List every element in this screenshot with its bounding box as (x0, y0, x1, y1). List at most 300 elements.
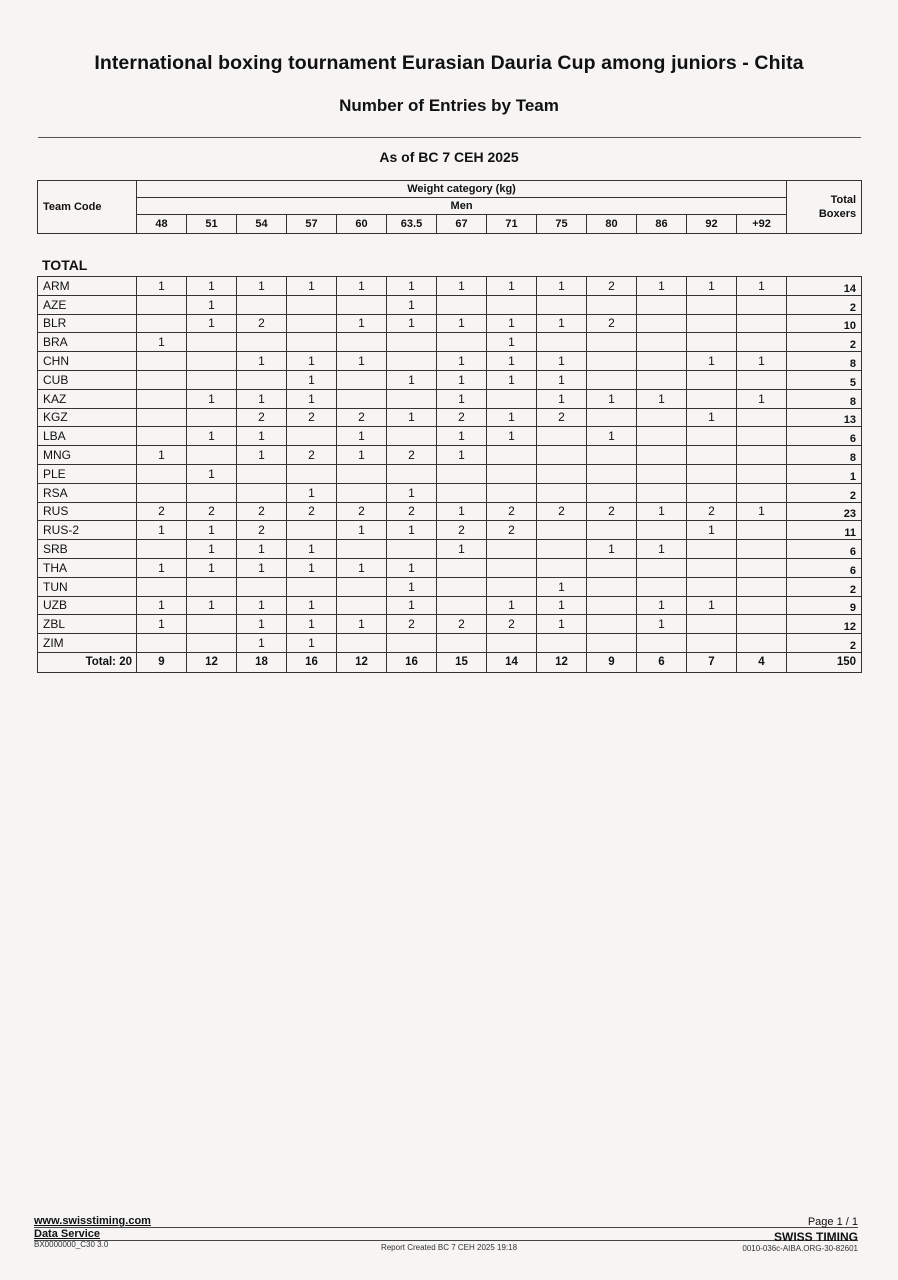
entry-cell: 1 (137, 333, 187, 352)
weight-total-cell: 18 (237, 652, 287, 672)
entry-cell (187, 352, 237, 371)
entry-cell: 1 (187, 277, 237, 296)
entry-cell (687, 464, 737, 483)
entry-cell (587, 352, 637, 371)
entry-cell (337, 483, 387, 502)
weight-header: 48 (137, 215, 187, 234)
entry-cell: 2 (337, 408, 387, 427)
entry-cell: 1 (137, 446, 187, 465)
table-row (38, 483, 862, 502)
team-code-cell: ZBL (38, 615, 137, 634)
entry-cell (587, 408, 637, 427)
entry-cell: 1 (437, 352, 487, 371)
entry-cell: 2 (537, 408, 587, 427)
entry-cell (287, 577, 337, 596)
entry-cell: 1 (487, 314, 537, 333)
team-total-cell: 1 (787, 464, 862, 483)
entry-cell (437, 333, 487, 352)
header-divider (38, 137, 861, 138)
entry-cell: 1 (337, 615, 387, 634)
entry-cell (637, 558, 687, 577)
entry-cell: 2 (487, 502, 537, 521)
table-row (38, 540, 862, 559)
team-code-cell: AZE (38, 295, 137, 314)
entry-cell: 1 (687, 352, 737, 371)
entry-cell: 1 (437, 389, 487, 408)
entry-cell (537, 464, 587, 483)
entry-cell (687, 389, 737, 408)
entry-cell (737, 558, 787, 577)
entry-cell: 2 (437, 615, 487, 634)
footer-right (742, 1216, 858, 1253)
entry-cell (537, 634, 587, 653)
entry-cell: 2 (487, 615, 537, 634)
entry-cell: 1 (237, 540, 287, 559)
header-table (37, 180, 862, 234)
right-code: 0010-036c-AIBA.ORG-30-82601 (742, 1244, 858, 1253)
table-row (38, 521, 862, 540)
entry-cell (387, 540, 437, 559)
entry-cell (287, 333, 337, 352)
entry-cell: 2 (537, 502, 587, 521)
total-boxers-header (787, 181, 862, 234)
entry-cell: 2 (437, 408, 487, 427)
entry-cell: 1 (537, 277, 587, 296)
entry-cell: 1 (287, 540, 337, 559)
entry-cell: 1 (137, 615, 187, 634)
entry-cell (737, 521, 787, 540)
entry-cell: 1 (537, 615, 587, 634)
entry-cell (287, 295, 337, 314)
entry-cell: 1 (187, 314, 237, 333)
entry-cell (387, 464, 437, 483)
entry-cell (637, 446, 687, 465)
entry-cell: 1 (437, 427, 487, 446)
entry-cell (187, 577, 237, 596)
entry-cell (587, 483, 637, 502)
entry-cell: 1 (437, 540, 487, 559)
entry-cell (587, 615, 637, 634)
entry-cell (137, 634, 187, 653)
entry-cell: 1 (487, 408, 537, 427)
entry-cell: 1 (687, 596, 737, 615)
entry-cell: 1 (637, 389, 687, 408)
entry-cell: 1 (137, 558, 187, 577)
entry-cell (687, 314, 737, 333)
entry-cell (487, 634, 537, 653)
table-row (38, 446, 862, 465)
team-total-cell: 11 (787, 521, 862, 540)
entry-cell (637, 408, 687, 427)
team-code-cell: CUB (38, 370, 137, 389)
weight-header: 60 (337, 215, 387, 234)
entry-cell: 2 (437, 521, 487, 540)
entry-cell (137, 352, 187, 371)
entry-cell: 2 (337, 502, 387, 521)
totals-label: Total: 20 (38, 652, 137, 672)
entry-cell: 1 (537, 389, 587, 408)
entry-cell (487, 483, 537, 502)
team-total-cell: 8 (787, 446, 862, 465)
report-created: Report Created BC 7 CEH 2025 19:18 (380, 1243, 518, 1252)
entry-cell: 1 (587, 389, 637, 408)
entry-cell: 2 (487, 521, 537, 540)
entry-cell (287, 427, 337, 446)
entry-cell (587, 333, 637, 352)
total-boxers-label-1: Total (830, 194, 857, 206)
entry-cell: 2 (187, 502, 237, 521)
entry-cell (337, 634, 387, 653)
table-row (38, 277, 862, 296)
entry-cell: 1 (187, 540, 237, 559)
team-code-cell: UZB (38, 596, 137, 615)
entry-cell (637, 521, 687, 540)
entry-cell: 2 (587, 277, 637, 296)
section-label: TOTAL (42, 257, 88, 273)
entry-cell (137, 464, 187, 483)
entry-cell (237, 333, 287, 352)
entry-cell: 1 (737, 389, 787, 408)
entry-cell: 1 (137, 277, 187, 296)
table-row (38, 333, 862, 352)
entry-cell (287, 314, 337, 333)
entry-cell (187, 615, 237, 634)
entry-cell (487, 540, 537, 559)
entry-cell: 1 (287, 634, 337, 653)
team-total-cell: 2 (787, 483, 862, 502)
team-code-cell: SRB (38, 540, 137, 559)
team-code-cell: LBA (38, 427, 137, 446)
entry-cell (687, 483, 737, 502)
weight-header: 75 (537, 215, 587, 234)
entry-cell (537, 540, 587, 559)
entry-cell: 1 (587, 427, 637, 446)
entry-cell (237, 370, 287, 389)
entry-cell (337, 295, 387, 314)
entry-cell: 2 (287, 446, 337, 465)
entry-cell (637, 464, 687, 483)
entry-cell: 1 (487, 333, 537, 352)
weight-header: 71 (487, 215, 537, 234)
entry-cell: 1 (637, 502, 687, 521)
data-service-label: Data Service (34, 1228, 101, 1240)
total-boxers-label-2: Boxers (818, 208, 857, 220)
entry-cell: 1 (237, 558, 287, 577)
team-code-cell: TUN (38, 577, 137, 596)
entry-cell (337, 464, 387, 483)
team-total-cell: 2 (787, 295, 862, 314)
entry-cell (437, 596, 487, 615)
team-code-cell: BRA (38, 333, 137, 352)
entry-cell: 1 (337, 446, 387, 465)
entry-cell (537, 427, 587, 446)
weight-total-cell: 9 (137, 652, 187, 672)
team-total-cell: 5 (787, 370, 862, 389)
entry-cell (737, 314, 787, 333)
weight-header: 86 (637, 215, 687, 234)
team-code-cell: KGZ (38, 408, 137, 427)
entry-cell: 2 (137, 502, 187, 521)
entry-cell (137, 427, 187, 446)
entry-cell (687, 540, 737, 559)
table-row (38, 314, 862, 333)
table-row (38, 464, 862, 483)
team-code-cell: RUS-2 (38, 521, 137, 540)
entry-cell (337, 389, 387, 408)
table-row (38, 634, 862, 653)
entry-cell (637, 427, 687, 446)
entry-cell (687, 427, 737, 446)
weight-total-cell: 14 (487, 652, 537, 672)
entry-cell (537, 521, 587, 540)
entry-cell (437, 634, 487, 653)
entry-cell: 1 (637, 596, 687, 615)
team-code-cell: ZIM (38, 634, 137, 653)
entry-cell: 1 (187, 521, 237, 540)
team-code-cell: KAZ (38, 389, 137, 408)
entry-cell (487, 577, 537, 596)
entry-cell (137, 295, 187, 314)
entry-cell: 1 (387, 558, 437, 577)
weight-total-cell: 6 (637, 652, 687, 672)
entry-cell (537, 483, 587, 502)
entry-cell (587, 577, 637, 596)
entry-cell (337, 577, 387, 596)
entry-cell: 1 (187, 427, 237, 446)
weight-header: 80 (587, 215, 637, 234)
entry-cell: 1 (337, 314, 387, 333)
entry-cell: 1 (287, 483, 337, 502)
entry-cell: 1 (187, 596, 237, 615)
entry-cell: 2 (687, 502, 737, 521)
entry-cell: 1 (487, 427, 537, 446)
team-total-cell: 13 (787, 408, 862, 427)
entry-cell (337, 370, 387, 389)
entry-cell: 1 (537, 352, 587, 371)
entry-cell: 1 (537, 596, 587, 615)
entry-cell: 1 (237, 427, 287, 446)
entry-cell (737, 427, 787, 446)
entry-cell: 1 (337, 521, 387, 540)
table-row (38, 408, 862, 427)
entry-cell (237, 483, 287, 502)
entry-cell: 1 (237, 634, 287, 653)
entry-cell: 1 (337, 352, 387, 371)
entry-cell: 1 (187, 389, 237, 408)
entry-cell (687, 558, 737, 577)
entry-cell: 1 (287, 596, 337, 615)
weight-total-cell: 16 (287, 652, 337, 672)
entry-cell: 2 (237, 408, 287, 427)
table-row (38, 352, 862, 371)
entry-cell: 1 (287, 370, 337, 389)
entry-cell: 1 (137, 521, 187, 540)
weight-total-cell: 7 (687, 652, 737, 672)
entry-cell: 1 (637, 540, 687, 559)
entry-cell (587, 634, 637, 653)
entry-cell: 1 (687, 408, 737, 427)
entry-cell (587, 295, 637, 314)
entry-cell (387, 352, 437, 371)
weight-header: 63.5 (387, 215, 437, 234)
as-of-date: As of BC 7 CEH 2025 (379, 149, 519, 165)
entry-cell (237, 577, 287, 596)
entry-cell (187, 333, 237, 352)
entry-cell: 1 (487, 277, 537, 296)
entry-cell (587, 596, 637, 615)
team-total-cell: 2 (787, 634, 862, 653)
team-total-cell: 12 (787, 615, 862, 634)
entry-cell: 1 (387, 408, 437, 427)
entry-cell (537, 558, 587, 577)
entry-cell: 2 (237, 314, 287, 333)
totals-row (38, 652, 862, 672)
entry-cell: 1 (387, 596, 437, 615)
entry-cell: 1 (437, 446, 487, 465)
entry-cell (437, 577, 487, 596)
entry-cell (737, 596, 787, 615)
entry-cell (737, 370, 787, 389)
entry-cell: 1 (537, 577, 587, 596)
entry-cell (737, 464, 787, 483)
team-code-cell: PLE (38, 464, 137, 483)
entry-cell (137, 370, 187, 389)
entry-cell (437, 464, 487, 483)
team-code-cell: MNG (38, 446, 137, 465)
team-total-cell: 6 (787, 427, 862, 446)
entry-cell: 1 (487, 596, 537, 615)
entry-cell (337, 540, 387, 559)
entry-cell: 1 (437, 277, 487, 296)
weight-header: 92 (687, 215, 737, 234)
weight-header: 57 (287, 215, 337, 234)
entry-cell (237, 295, 287, 314)
table-row (38, 370, 862, 389)
entry-cell (737, 483, 787, 502)
entry-cell: 2 (287, 408, 337, 427)
entry-cell: 1 (337, 427, 387, 446)
team-total-cell: 2 (787, 577, 862, 596)
left-code: BX0000000_C30 3.0 (34, 1240, 109, 1249)
report-title: International boxing tournament Eurasian Dauria Cup among juniors - Chita (94, 52, 804, 74)
entry-cell (637, 295, 687, 314)
footer-divider-2 (34, 1240, 858, 1241)
entry-cell: 1 (237, 615, 287, 634)
entry-cell: 1 (237, 596, 287, 615)
entry-cell: 1 (737, 277, 787, 296)
entry-cell: 1 (637, 277, 687, 296)
entry-cell: 1 (537, 370, 587, 389)
entry-cell: 2 (237, 502, 287, 521)
entry-cell (487, 446, 537, 465)
entry-cell (537, 333, 587, 352)
entry-cell (137, 577, 187, 596)
entry-cell (737, 295, 787, 314)
entry-cell (387, 634, 437, 653)
entry-cell: 1 (487, 352, 537, 371)
entry-cell: 1 (237, 277, 287, 296)
weight-total-cell: 12 (537, 652, 587, 672)
team-total-cell: 6 (787, 558, 862, 577)
weight-header: +92 (737, 215, 787, 234)
entry-cell (737, 540, 787, 559)
weight-header: 54 (237, 215, 287, 234)
entry-cell (737, 634, 787, 653)
entry-cell (687, 333, 737, 352)
entry-cell (687, 615, 737, 634)
team-total-cell: 2 (787, 333, 862, 352)
entry-cell: 1 (287, 558, 337, 577)
team-code-cell: CHN (38, 352, 137, 371)
entry-cell (287, 521, 337, 540)
report-subtitle: Number of Entries by Team (339, 96, 559, 115)
weight-total-cell: 9 (587, 652, 637, 672)
entry-cell: 1 (187, 464, 237, 483)
entry-cell (637, 370, 687, 389)
entry-cell (137, 483, 187, 502)
entry-cell (587, 521, 637, 540)
entries-table (37, 276, 862, 673)
team-total-cell: 8 (787, 389, 862, 408)
entry-cell: 1 (687, 521, 737, 540)
entry-cell (437, 483, 487, 502)
team-total-cell: 10 (787, 314, 862, 333)
entry-cell (687, 446, 737, 465)
entry-cell (487, 464, 537, 483)
entry-cell: 1 (387, 483, 437, 502)
entry-cell: 1 (587, 540, 637, 559)
team-total-cell: 14 (787, 277, 862, 296)
entry-cell (637, 634, 687, 653)
entry-cell: 1 (287, 615, 337, 634)
entry-cell (387, 389, 437, 408)
entry-cell: 1 (387, 277, 437, 296)
table-row (38, 295, 862, 314)
entry-cell: 1 (137, 596, 187, 615)
entry-cell: 2 (587, 314, 637, 333)
entry-cell (137, 389, 187, 408)
entry-cell: 1 (737, 502, 787, 521)
entry-cell: 1 (487, 370, 537, 389)
table-row (38, 427, 862, 446)
team-total-cell: 8 (787, 352, 862, 371)
grand-total-cell: 150 (787, 652, 862, 672)
entry-cell (187, 408, 237, 427)
table-row (38, 615, 862, 634)
entry-cell: 2 (387, 502, 437, 521)
table-row (38, 502, 862, 521)
team-code-cell: ARM (38, 277, 137, 296)
entry-cell (487, 558, 537, 577)
entry-cell: 1 (237, 352, 287, 371)
team-code-header: Team Code (38, 181, 137, 234)
entry-cell (587, 464, 637, 483)
entry-cell (237, 464, 287, 483)
brand-name: SWISS TIMING (774, 1230, 858, 1244)
entry-cell (437, 558, 487, 577)
entry-cell: 1 (187, 558, 237, 577)
weight-total-cell: 12 (337, 652, 387, 672)
entry-cell: 1 (387, 521, 437, 540)
entry-cell: 2 (287, 502, 337, 521)
entry-cell (487, 389, 537, 408)
website-link[interactable]: www.swisstiming.com (34, 1215, 151, 1227)
entry-cell: 1 (187, 295, 237, 314)
entry-cell (687, 295, 737, 314)
entry-cell (737, 333, 787, 352)
entry-cell (637, 314, 687, 333)
entry-cell: 1 (537, 314, 587, 333)
